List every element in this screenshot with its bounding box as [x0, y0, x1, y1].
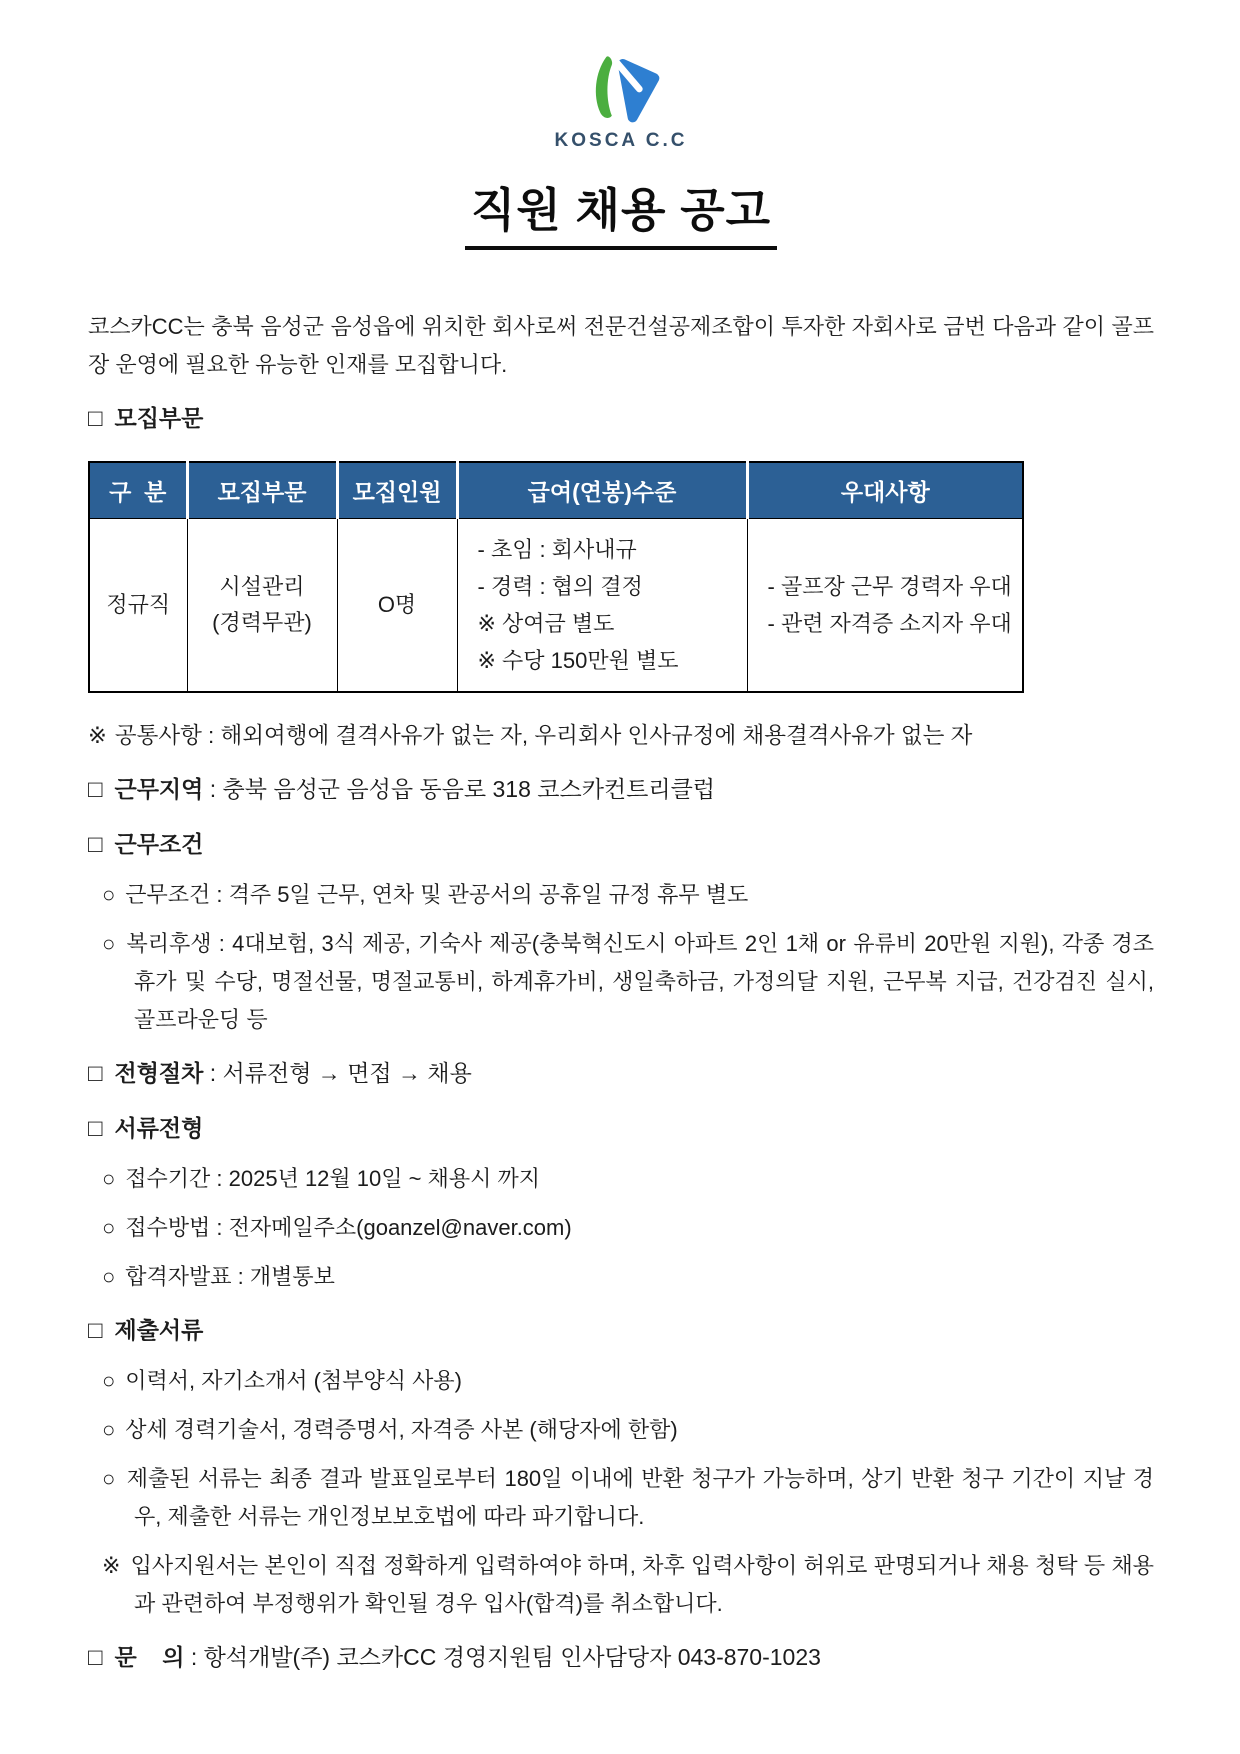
page-title: 직원 채용 공고	[465, 174, 777, 250]
circle-bullet: ○	[102, 1263, 116, 1289]
section-heading-recruit: □ 모집부문	[88, 405, 204, 432]
cell-field-line1: 시설관리	[219, 573, 305, 599]
salary-line: ※ 상여금 별도	[477, 610, 615, 636]
square-bullet: □	[88, 1316, 103, 1344]
table-row	[89, 518, 1023, 692]
section-heading-document-screening: □ 서류전형	[88, 1114, 204, 1142]
kosca-logo-icon	[581, 50, 661, 128]
square-bullet: □	[88, 1643, 103, 1671]
table-header-row	[89, 462, 1023, 518]
salary-line: - 초임 : 회사내규	[477, 536, 637, 562]
header-cell-field: 모집부문	[187, 462, 337, 518]
document-header	[88, 50, 1154, 152]
preference-line: - 관련 자격증 소지자 우대	[767, 610, 1012, 636]
circle-bullet: ○	[102, 1367, 116, 1393]
cell-preference	[747, 518, 1023, 692]
welfare-item: ○ 복리후생 : 4대보험, 3식 제공, 기숙사 제공(충북혁신도시 아파트 2인 1채 or 유류비 20만원 지원), 각종 경조휴가 및 수당, 명절선물, 명절교통비, 하계휴가비, 생일축하금, 가정의달 지원, 근무복 지급, 건강검진 실시, 골프라운딩 등	[102, 930, 1154, 1032]
salary-line: - 경력 : 협의 결정	[477, 573, 643, 599]
cell-field-line2: (경력무관)	[212, 609, 312, 635]
section-contact: □ 문 의 : 항석개발(주) 코스카CC 경영지원팀 인사담당자 043-870-1023	[88, 1643, 821, 1671]
section-selection-process: □ 전형절차 : 서류전형 → 면접 → 채용	[88, 1059, 472, 1087]
common-requirements-note: ※ 공통사항 : 해외여행에 결격사유가 없는 자, 우리회사 인사규정에 채용결격사유가 없는 자	[88, 722, 973, 748]
title-row	[88, 174, 1154, 250]
document-return-item: ○ 제출된 서류는 최종 결과 발표일로부터 180일 이내에 반환 청구가 가능하며, 상기 반환 청구 기간이 지날 경우, 제출한 서류는 개인정보보호법에 따라 파기합니다.	[102, 1465, 1154, 1529]
circle-bullet: ○	[102, 1165, 116, 1191]
logo-text: KOSCA C.C	[554, 130, 688, 151]
header-cell-category: 구 분	[89, 462, 187, 518]
circle-bullet: ○	[102, 1214, 116, 1240]
header-cell-headcount: 모집인원	[337, 462, 457, 518]
header-cell-salary: 급여(연봉)수준	[457, 462, 747, 518]
square-bullet: □	[88, 1059, 103, 1087]
circle-bullet: ○	[102, 881, 116, 907]
announcement-item: ○ 합격자발표 : 개별통보	[102, 1263, 335, 1289]
section-heading-required-documents: □ 제출서류	[88, 1316, 204, 1344]
square-bullet: □	[88, 405, 103, 432]
circle-bullet: ○	[102, 1465, 117, 1491]
cell-headcount: O명	[337, 518, 457, 692]
work-condition-item: ○ 근무조건 : 격주 5일 근무, 연차 및 관공서의 공휴일 규정 휴무 별도	[102, 881, 749, 907]
document-career-item: ○ 상세 경력기술서, 경력증명서, 자격증 사본 (해당자에 한함)	[102, 1416, 678, 1442]
apply-method-item: ○ 접수방법 : 전자메일주소(goanzel@naver.com)	[102, 1214, 572, 1240]
square-bullet: □	[88, 830, 103, 858]
circle-bullet: ○	[102, 1416, 116, 1442]
cell-category: 정규직	[89, 518, 187, 692]
cell-field	[187, 518, 337, 692]
cell-salary	[457, 518, 747, 692]
preference-line: - 골프장 근무 경력자 우대	[767, 573, 1012, 599]
circle-bullet: ○	[102, 930, 117, 956]
section-heading-work-conditions: □ 근무조건	[88, 830, 204, 858]
salary-line: ※ 수당 150만원 별도	[477, 647, 679, 673]
document-resume-item: ○ 이력서, 자기소개서 (첨부양식 사용)	[102, 1367, 462, 1393]
reference-mark: ※	[102, 1552, 121, 1578]
reference-mark: ※	[88, 722, 107, 748]
square-bullet: □	[88, 775, 103, 803]
fraud-warning-note: ※ 입사지원서는 본인이 직접 정확하게 입력하여야 하며, 차후 입력사항이 허위로 판명되거나 채용 청탁 등 채용과 관련하여 부정행위가 확인될 경우 입사(합격)를 취소합니다.	[102, 1552, 1154, 1616]
header-cell-preference: 우대사항	[747, 462, 1023, 518]
apply-period-item: ○ 접수기간 : 2025년 12월 10일 ~ 채용시 까지	[102, 1165, 540, 1191]
intro-paragraph: 코스카CC는 충북 음성군 음성읍에 위치한 회사로써 전문건설공제조합이 투자한 자회사로 금번 다음과 같이 골프장 운영에 필요한 유능한 인재를 모집합니다.	[88, 314, 1154, 377]
section-work-location: □ 근무지역 : 충북 음성군 음성읍 동음로 318 코스카컨트리클럽	[88, 775, 716, 803]
square-bullet: □	[88, 1114, 103, 1142]
recruitment-table	[88, 461, 1024, 693]
